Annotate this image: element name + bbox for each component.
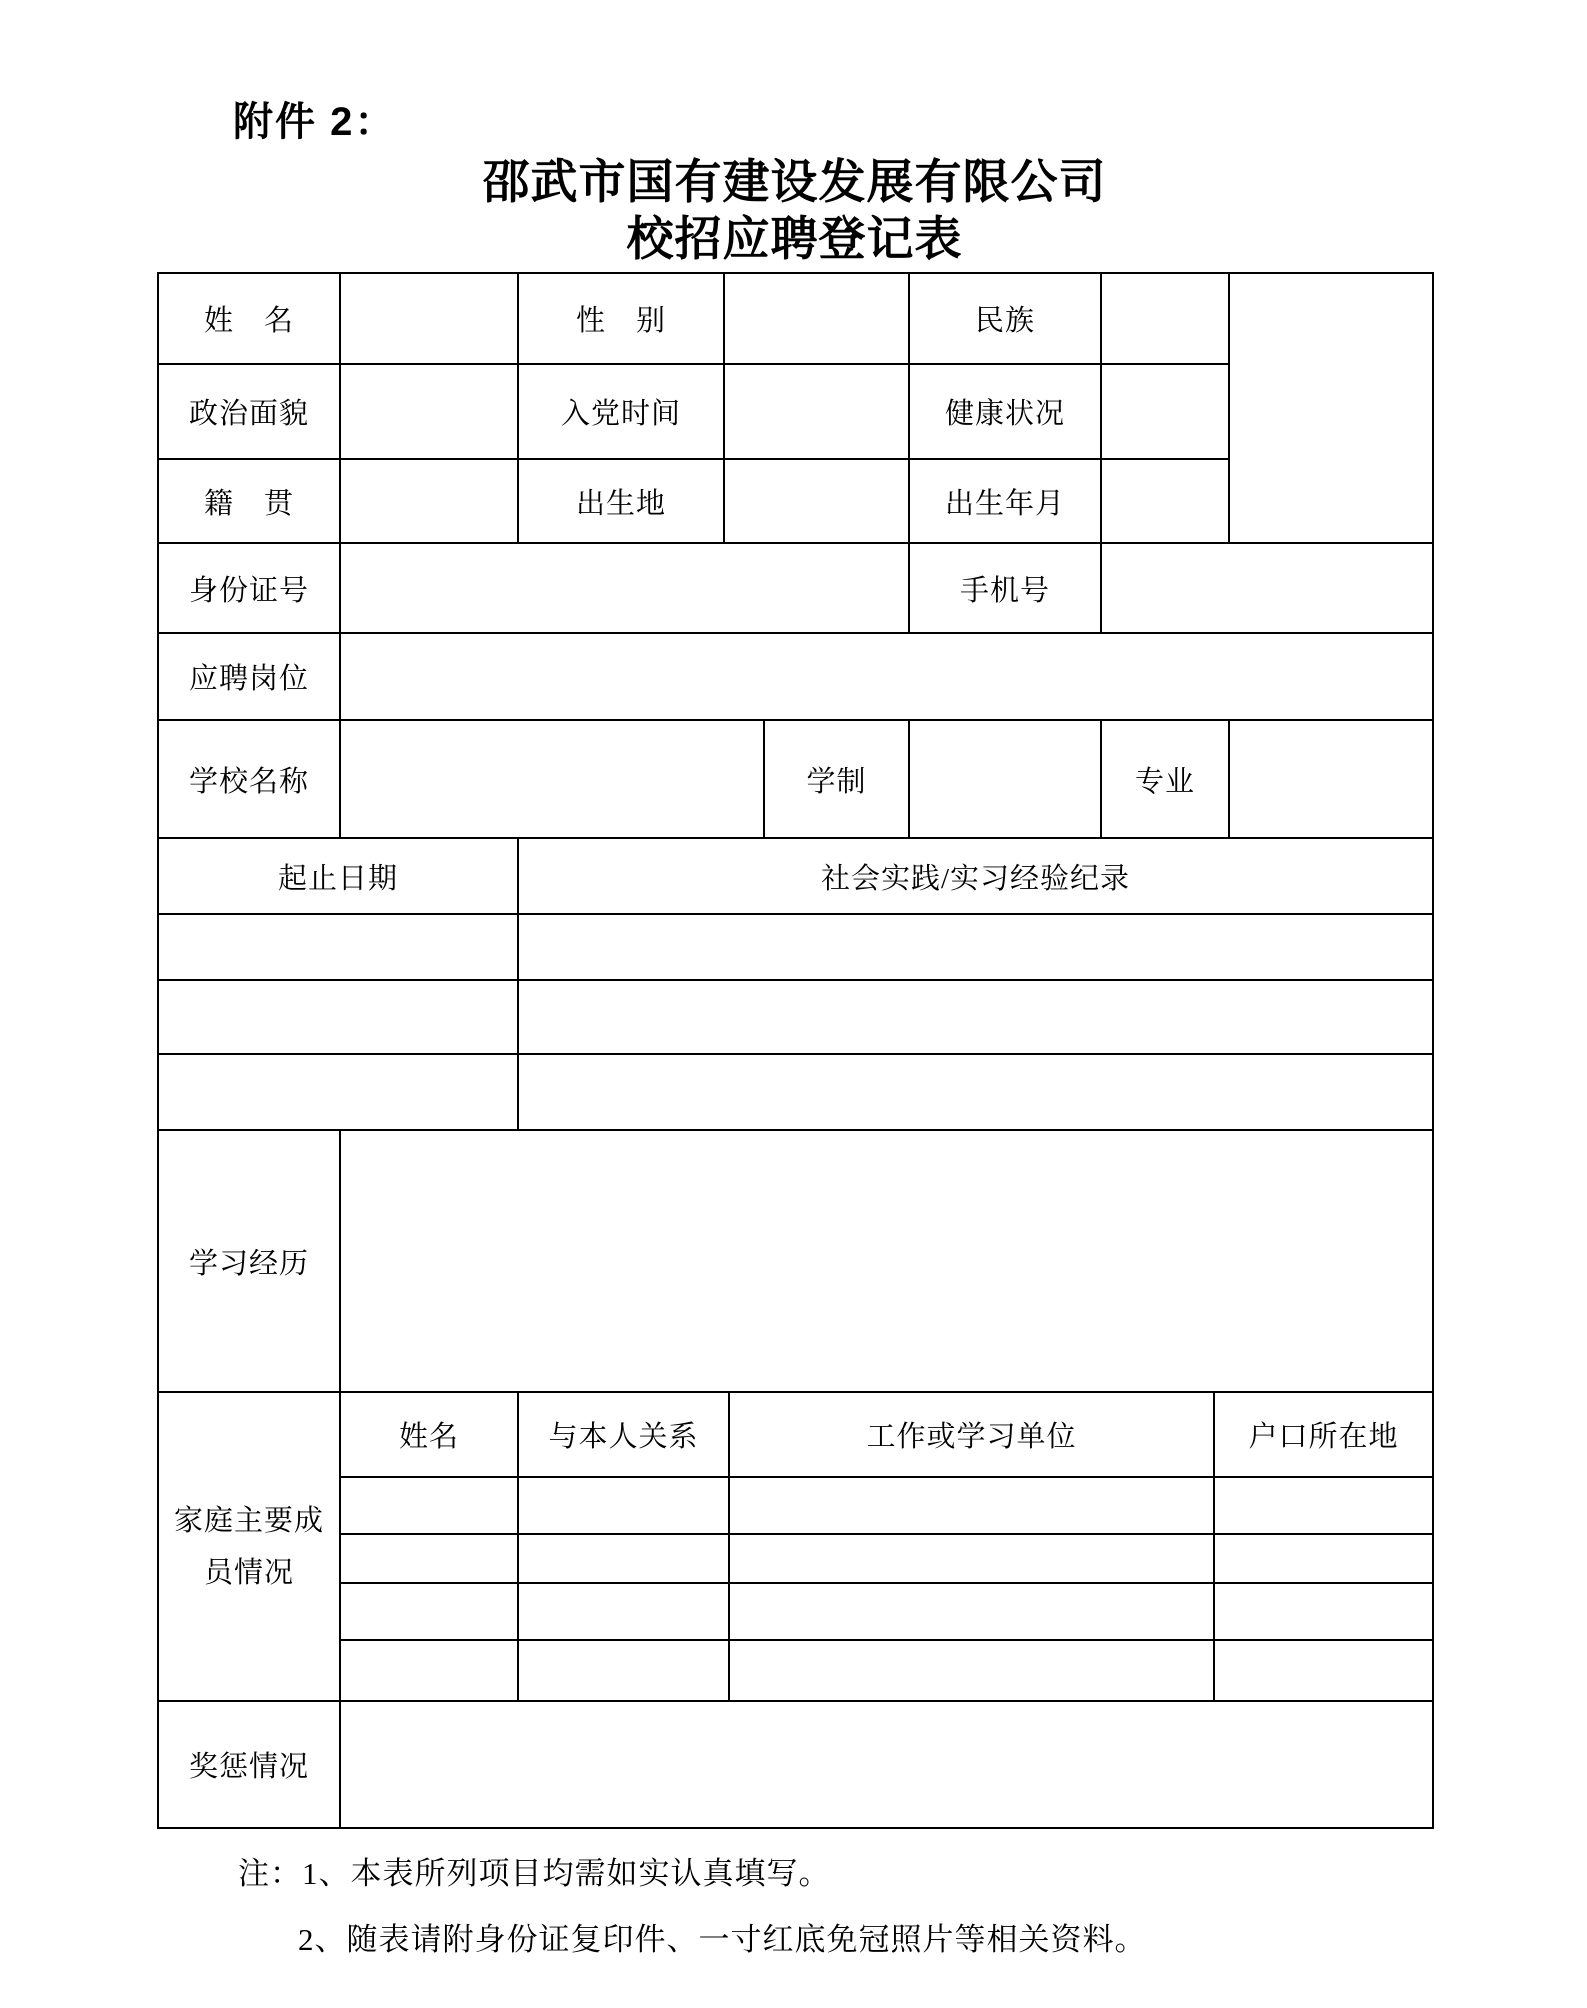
family-col-unit: 工作或学习单位 [729, 1392, 1214, 1477]
family-cell-name-2[interactable] [340, 1534, 518, 1583]
practice-row-date-2[interactable] [158, 980, 518, 1054]
family-cell-unit-1[interactable] [729, 1477, 1214, 1534]
attachment-label: 附件 2： [233, 100, 397, 144]
form-title-line1: 邵武市国有建设发展有限公司 [482, 157, 1107, 209]
rewards-punishments-area[interactable] [340, 1701, 1433, 1828]
field-label-ethnicity: 民族 [909, 273, 1101, 364]
form-title [157, 155, 1432, 269]
field-value-birthplace[interactable] [724, 459, 909, 543]
family-cell-relation-3[interactable] [518, 1583, 729, 1640]
family-cell-relation-1[interactable] [518, 1477, 729, 1534]
family-cell-residence-1[interactable] [1214, 1477, 1433, 1534]
practice-header-record: 社会实践/实习经验纪录 [518, 838, 1433, 914]
practice-row-date-3[interactable] [158, 1054, 518, 1130]
family-cell-relation-2[interactable] [518, 1534, 729, 1583]
field-label-party-join-date: 入党时间 [518, 364, 724, 459]
practice-header-date-range: 起止日期 [158, 838, 518, 914]
field-label-political-status: 政治面貌 [158, 364, 340, 459]
field-value-party-join-date[interactable] [724, 364, 909, 459]
family-col-relation: 与本人关系 [518, 1392, 729, 1477]
field-value-name[interactable] [340, 273, 518, 364]
field-label-school-name: 学校名称 [158, 720, 340, 838]
field-value-position-applied[interactable] [340, 633, 1433, 720]
form-note-2: 2、随表请附身份证复印件、一寸红底免冠照片等相关资料。 [298, 1922, 1147, 1957]
field-value-health[interactable] [1101, 364, 1229, 459]
family-cell-residence-2[interactable] [1214, 1534, 1433, 1583]
field-value-major[interactable] [1229, 720, 1433, 838]
field-value-schooling-length[interactable] [909, 720, 1101, 838]
practice-row-record-2[interactable] [518, 980, 1433, 1054]
family-col-residence: 户口所在地 [1214, 1392, 1433, 1477]
family-cell-residence-4[interactable] [1214, 1640, 1433, 1701]
field-value-native-place[interactable] [340, 459, 518, 543]
family-cell-residence-3[interactable] [1214, 1583, 1433, 1640]
family-cell-name-4[interactable] [340, 1640, 518, 1701]
form-note-1: 注：1、本表所列项目均需如实认真填写。 [238, 1856, 831, 1891]
field-label-major: 专业 [1101, 720, 1229, 838]
field-label-position-applied: 应聘岗位 [158, 633, 340, 720]
family-cell-unit-4[interactable] [729, 1640, 1214, 1701]
field-value-gender[interactable] [724, 273, 909, 364]
field-label-gender: 性 别 [518, 273, 724, 364]
practice-row-date-1[interactable] [158, 914, 518, 980]
field-label-health: 健康状况 [909, 364, 1101, 459]
practice-row-record-1[interactable] [518, 914, 1433, 980]
field-value-id-number[interactable] [340, 543, 909, 633]
field-label-schooling-length: 学制 [764, 720, 909, 838]
study-experience-area[interactable] [340, 1130, 1433, 1392]
field-label-birthplace: 出生地 [518, 459, 724, 543]
family-col-name: 姓名 [340, 1392, 518, 1477]
field-label-native-place: 籍 贯 [158, 459, 340, 543]
form-title-line2: 校招应聘登记表 [626, 214, 963, 266]
family-cell-relation-4[interactable] [518, 1640, 729, 1701]
family-cell-unit-3[interactable] [729, 1583, 1214, 1640]
application-form-table [157, 272, 1434, 1829]
family-cell-unit-2[interactable] [729, 1534, 1214, 1583]
field-value-mobile[interactable] [1101, 543, 1433, 633]
photo-cell[interactable] [1229, 273, 1433, 543]
section-label-family-members: 家庭主要成员情况 [158, 1392, 340, 1701]
section-label-study-experience: 学习经历 [158, 1130, 340, 1392]
section-label-rewards-punishments: 奖惩情况 [158, 1701, 340, 1828]
field-label-name: 姓 名 [158, 273, 340, 364]
practice-row-record-3[interactable] [518, 1054, 1433, 1130]
field-label-mobile: 手机号 [909, 543, 1101, 633]
field-label-birth-date: 出生年月 [909, 459, 1101, 543]
field-value-birth-date[interactable] [1101, 459, 1229, 543]
field-value-school-name[interactable] [340, 720, 764, 838]
family-cell-name-1[interactable] [340, 1477, 518, 1534]
field-value-political-status[interactable] [340, 364, 518, 459]
field-value-ethnicity[interactable] [1101, 273, 1229, 364]
family-cell-name-3[interactable] [340, 1583, 518, 1640]
field-label-id-number: 身份证号 [158, 543, 340, 633]
